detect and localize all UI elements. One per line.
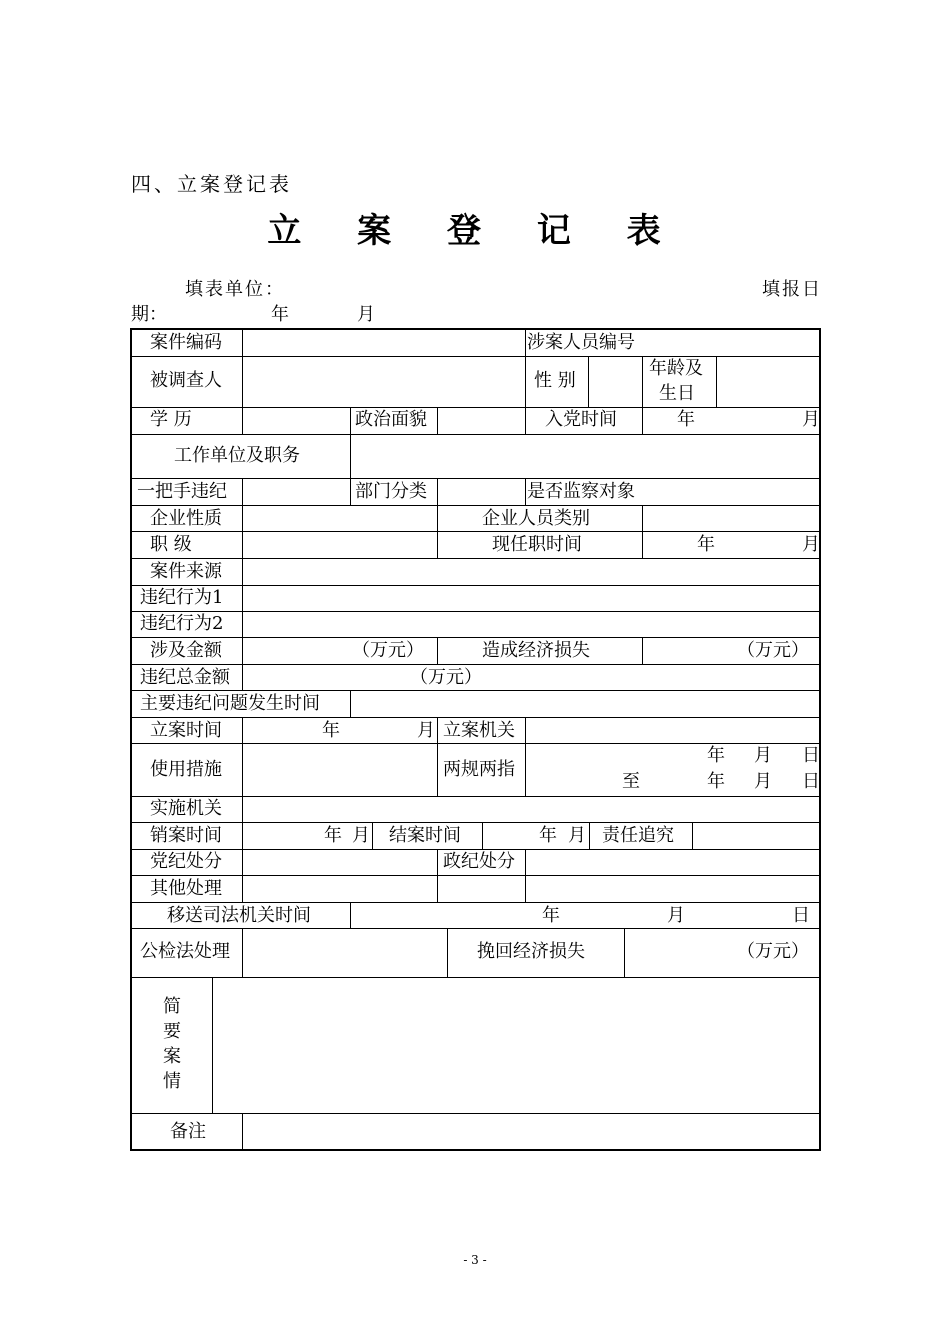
conclusion-month-label: 月 <box>568 825 586 846</box>
measure-end-month-label: 月 <box>754 771 772 792</box>
judicial-handling-label: 公检法处理 <box>140 941 230 962</box>
row-divider <box>132 849 821 850</box>
row-divider <box>132 434 821 435</box>
recovered-loss-label: 挽回经济损失 <box>477 941 585 962</box>
column-divider <box>242 928 243 977</box>
column-divider <box>242 796 243 822</box>
total-violation-amount-unit: （万元） <box>410 667 482 688</box>
accountability-label: 责任追究 <box>602 825 674 846</box>
enterprise-nature-label: 企业性质 <box>150 508 222 529</box>
party-join-year-label: 年 <box>677 409 695 430</box>
measures-label: 使用措施 <box>150 759 222 780</box>
judicial-transfer-time-label: 移送司法机关时间 <box>167 905 311 926</box>
column-divider <box>242 407 243 434</box>
age-label-line1: 年龄及 <box>649 358 703 379</box>
row-divider <box>132 1113 821 1114</box>
amount-involved-label: 涉及金额 <box>150 640 222 661</box>
column-divider <box>642 505 643 558</box>
column-divider <box>642 407 643 434</box>
recovered-loss-unit: （万元） <box>737 941 809 962</box>
row-divider <box>132 478 821 479</box>
conclusion-time-label: 结案时间 <box>389 825 461 846</box>
column-divider <box>242 1113 243 1151</box>
measure-start-year-label: 年 <box>707 745 725 766</box>
top-leader-violation-label: 一把手违纪 <box>137 481 227 502</box>
column-divider <box>242 330 243 407</box>
other-handling-label: 其他处理 <box>150 878 222 899</box>
row-divider <box>132 611 821 612</box>
enterprise-staff-type-label: 企业人员类别 <box>482 508 590 529</box>
column-divider <box>437 849 438 902</box>
row-divider <box>132 743 821 744</box>
rank-label: 职 级 <box>150 534 192 555</box>
section-heading: 四、立案登记表 <box>131 172 292 196</box>
party-discipline-label: 党纪处分 <box>150 851 222 872</box>
violation-1-label: 违纪行为1 <box>140 587 224 608</box>
document-title: 立 案 登 记 表 <box>267 211 683 251</box>
case-source-label: 案件来源 <box>150 561 222 582</box>
department-type-label: 部门分类 <box>355 481 427 502</box>
closing-month-label: 月 <box>352 825 370 846</box>
column-divider <box>525 330 526 407</box>
investigated-person-label: 被调查人 <box>150 370 222 391</box>
row-divider <box>132 822 821 823</box>
brief-case-label-1: 简 <box>163 996 181 1017</box>
column-divider <box>242 822 243 849</box>
fill-year-label: 年 <box>271 304 289 325</box>
measure-start-month-label: 月 <box>754 745 772 766</box>
column-divider <box>624 928 625 977</box>
filing-month-label: 月 <box>417 720 435 741</box>
column-divider <box>642 356 643 407</box>
row-divider <box>132 928 821 929</box>
column-divider <box>350 434 351 478</box>
row-divider <box>132 717 821 718</box>
row-divider <box>132 531 821 532</box>
economic-loss-label: 造成经济损失 <box>482 640 590 661</box>
row-divider <box>132 407 821 408</box>
column-divider <box>242 637 243 664</box>
current-post-time-label: 现任职时间 <box>492 534 582 555</box>
column-divider <box>242 505 243 558</box>
column-divider <box>437 505 438 558</box>
row-divider <box>132 664 821 665</box>
column-divider <box>212 977 213 1113</box>
filing-time-label: 立案时间 <box>150 720 222 741</box>
column-divider <box>242 478 243 505</box>
row-divider <box>132 977 821 978</box>
judicial-transfer-day-label: 日 <box>792 905 810 926</box>
column-divider <box>588 356 589 407</box>
row-divider <box>132 690 821 691</box>
row-divider <box>132 585 821 586</box>
current-post-month-label: 月 <box>802 534 820 555</box>
case-registration-form <box>130 328 821 1151</box>
column-divider <box>242 664 243 690</box>
fill-date-label-continued: 期： <box>131 304 167 325</box>
column-divider <box>242 558 243 637</box>
brief-case-label-2: 要 <box>163 1021 181 1042</box>
measure-end-day-label: 日 <box>802 771 820 792</box>
gender-label: 性 别 <box>534 370 576 391</box>
column-divider <box>525 717 526 796</box>
column-divider <box>525 407 526 434</box>
column-divider <box>692 822 693 849</box>
row-divider <box>132 796 821 797</box>
row-divider <box>132 637 821 638</box>
fill-date-label: 填报日 <box>762 279 822 300</box>
work-unit-label: 工作单位及职务 <box>174 445 300 466</box>
column-divider <box>437 717 438 796</box>
two-regulations-label: 两规两指 <box>443 759 515 780</box>
education-label: 学 历 <box>150 409 192 430</box>
person-number-label: 涉案人员编号 <box>527 332 635 353</box>
party-join-time-label: 入党时间 <box>545 409 617 430</box>
column-divider <box>525 478 526 505</box>
column-divider <box>716 356 717 407</box>
fill-month-label: 月 <box>357 304 375 325</box>
column-divider <box>447 928 448 977</box>
column-divider <box>642 637 643 664</box>
judicial-transfer-year-label: 年 <box>542 905 560 926</box>
column-divider <box>350 690 351 717</box>
row-divider <box>132 356 821 357</box>
column-divider <box>437 407 438 434</box>
row-divider <box>132 505 821 506</box>
fill-unit-label: 填表单位： <box>185 279 285 300</box>
column-divider <box>242 717 243 796</box>
brief-case-label-3: 案 <box>163 1046 181 1067</box>
remarks-label: 备注 <box>170 1121 206 1142</box>
column-divider <box>437 478 438 505</box>
page-number: - 3 - <box>463 1253 487 1267</box>
row-divider <box>132 902 821 903</box>
amount-involved-unit: （万元） <box>352 640 424 661</box>
age-label-line2: 生日 <box>659 383 695 404</box>
economic-loss-unit: （万元） <box>737 640 809 661</box>
column-divider <box>350 407 351 434</box>
case-number-label: 案件编码 <box>150 332 222 353</box>
main-issue-time-label: 主要违纪问题发生时间 <box>140 693 320 714</box>
implementing-authority-label: 实施机关 <box>150 798 222 819</box>
filing-year-label: 年 <box>322 720 340 741</box>
column-divider <box>372 822 373 849</box>
political-status-label: 政治面貌 <box>355 409 427 430</box>
column-divider <box>242 849 243 902</box>
filing-authority-label: 立案机关 <box>443 720 515 741</box>
political-discipline-label: 政纪处分 <box>443 851 515 872</box>
column-divider <box>525 849 526 902</box>
row-divider <box>132 558 821 559</box>
total-violation-amount-label: 违纪总金额 <box>140 667 230 688</box>
measure-end-year-label: 年 <box>707 771 725 792</box>
column-divider <box>350 902 351 928</box>
judicial-transfer-month-label: 月 <box>667 905 685 926</box>
column-divider <box>350 478 351 505</box>
brief-case-label-4: 情 <box>163 1071 181 1092</box>
violation-2-label: 违纪行为2 <box>140 613 224 634</box>
closing-time-label: 销案时间 <box>150 825 222 846</box>
to-label: 至 <box>622 771 640 792</box>
column-divider <box>437 637 438 664</box>
row-divider <box>132 875 821 876</box>
party-join-month-label: 月 <box>802 409 820 430</box>
column-divider <box>589 822 590 849</box>
column-divider <box>482 822 483 849</box>
closing-year-label: 年 <box>324 825 342 846</box>
supervision-target-label: 是否监察对象 <box>527 481 635 502</box>
measure-start-day-label: 日 <box>802 745 820 766</box>
current-post-year-label: 年 <box>697 534 715 555</box>
conclusion-year-label: 年 <box>539 825 557 846</box>
